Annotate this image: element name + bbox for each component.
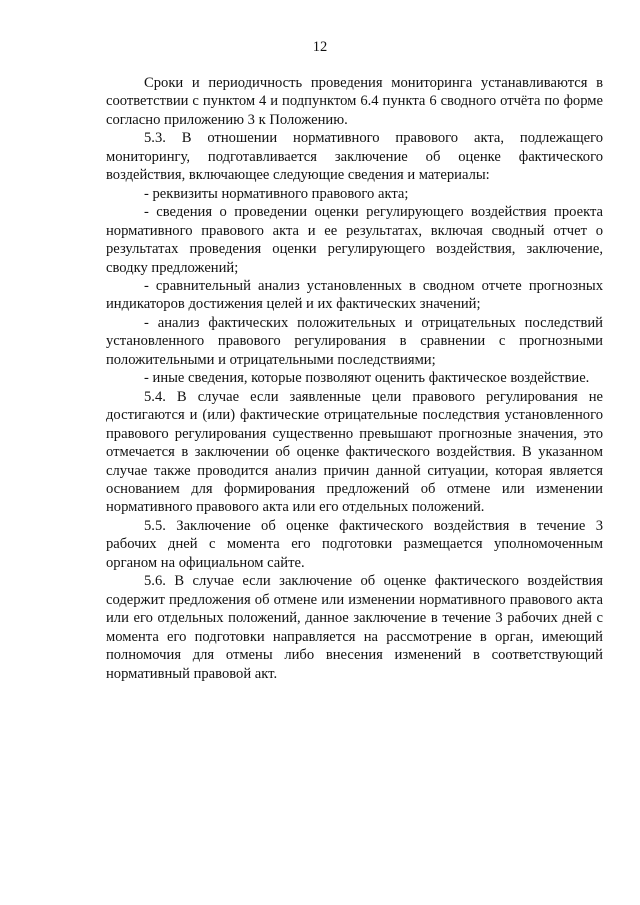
list-item-comparative-analysis: - сравнительный анализ установленных в сводном отчете прогнозных индикаторов достижения целей и их фактических значений; — [106, 277, 603, 313]
list-item-other-info: - иные сведения, которые позволяют оценить фактическое воздействие. — [144, 370, 590, 387]
paragraph-5-6: 5.6. В случае если заключение об оценке фактического воздействия содержит предложения об отмене или изменении нормативного правового акта или его отдельных положений, данное заключение в течение 3 рабочих дней с момента его подготовки направляется на рассмотрение в орган, имеющий полномочия для отмены либо внесения изменений в соответствующий нормативный правовой акт. — [106, 573, 603, 682]
paragraph-5-4: 5.4. В случае если заявленные цели правового регулирования не достигаются и (или) фактические отрицательные последствия установленного правового регулирования существенно превышают прогнозные значения, это отмечается в заключении об оценке фактического воздействия. В указанном случае также проводится анализ причин данной ситуации, которая является основанием для формирования предложений об отмене или изменении нормативного правового акта или его отдельных положений. — [106, 388, 603, 516]
list-item-ria-info: - сведения о проведении оценки регулирующего воздействия проекта нормативного правового акта и ее результатах, включая сводный отчет о результатах проведения оценки регулирующего воздействия, заключение, сводку предложений; — [106, 204, 603, 276]
document-body — [106, 74, 603, 683]
page-number: 12 — [312, 39, 328, 55]
list-item-act-details: - реквизиты нормативного правового акта; — [144, 185, 409, 202]
paragraph-5-5: 5.5. Заключение об оценке фактического воздействия в течение 3 рабочих дней с момента его подготовки размещается уполномоченным органом на официальном сайте. — [106, 517, 603, 571]
paragraph-5-3: 5.3. В отношении нормативного правового акта, подлежащего мониторингу, подготавливается заключение об оценке фактического воздействия, включающее следующие сведения и материалы: — [106, 130, 603, 184]
list-item-consequences-analysis: - анализ фактических положительных и отрицательных последствий установленного правового регулирования в сравнении с прогнозными положительными и отрицательными последствиями; — [106, 314, 603, 368]
paragraph-monitoring-terms: Сроки и периодичность проведения мониторинга устанавливаются в соответствии с пунктом 4 и подпунктом 6.4 пункта 6 сводного отчёта по форме согласно приложению 3 к Положению. — [106, 75, 603, 128]
